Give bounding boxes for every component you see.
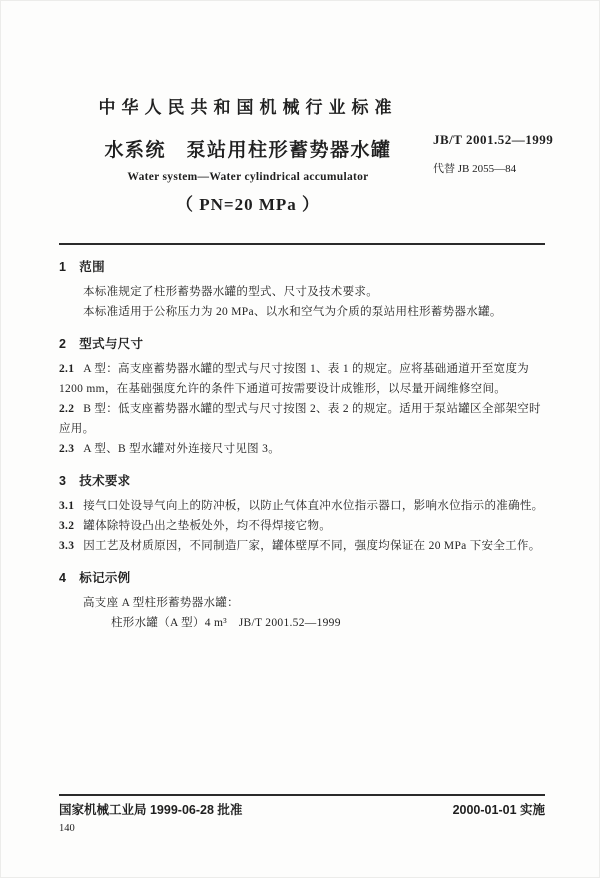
- section-heading: [59, 569, 545, 587]
- section-types-dimensions: [59, 335, 545, 459]
- clause: [59, 496, 545, 516]
- section-marking-example: [59, 569, 545, 633]
- clause-text: A 型：高支座蓄势器水罐的型式与尺寸按图 1、表 1 的规定。应将基础通道开至宽度为 1200 mm，在基础强度允许的条件下通道可按需要设计成锥形，以尽量开阔维修空间。: [59, 363, 530, 395]
- clause: [59, 536, 545, 556]
- clause-number: 2.3: [59, 443, 75, 455]
- footer-divider: [59, 794, 545, 796]
- clause: [59, 399, 545, 439]
- doc-title: 水系统 泵站用柱形蓄势器水罐: [104, 140, 392, 161]
- section-heading: [59, 472, 545, 490]
- footer-row: [59, 803, 545, 818]
- page-number: 140: [59, 823, 75, 834]
- section-scope: [59, 258, 545, 322]
- section-number: 3: [59, 474, 67, 488]
- clause: [59, 439, 545, 459]
- marking-example-line: 柱形水罐（A 型）4 m³ JB/T 2001.52—1999: [111, 617, 341, 629]
- section-title: 型式与尺寸: [79, 337, 144, 351]
- org-title: 中华人民共和国机械行业标准: [98, 98, 398, 117]
- clause-text: B 型：低支座蓄势器水罐的型式与尺寸按图 2、表 2 的规定。适用于泵站罐区全部架空时应用。: [59, 403, 541, 435]
- section-number: 4: [59, 571, 67, 585]
- clause-text: 因工艺及材质原因，不同制造厂家，罐体壁厚不同，强度均保证在 20 MPa 下安全工作。: [83, 540, 541, 552]
- section-title: 范围: [79, 260, 105, 274]
- standard-number: JB/T 2001.52—1999: [433, 132, 554, 147]
- clause-number: 3.3: [59, 540, 75, 552]
- implementation-note: 2000-01-01 实施: [452, 803, 545, 817]
- section-title: 技术要求: [79, 474, 131, 488]
- document-footer: [59, 794, 545, 835]
- paragraph: 本标准适用于公称压力为 20 MPa、以水和空气为介质的泵站用柱形蓄势器水罐。: [83, 306, 502, 318]
- clause-number: 2.1: [59, 363, 75, 375]
- section-technical-requirements: [59, 472, 545, 556]
- clause-text: A 型、B 型水罐对外连接尺寸见图 3。: [83, 443, 280, 455]
- paragraph: 本标准规定了柱形蓄势器水罐的型式、尺寸及技术要求。: [83, 286, 378, 298]
- section-number: 2: [59, 337, 67, 351]
- replaces-note: 代替 JB 2055—84: [433, 163, 517, 175]
- section-title: 标记示例: [79, 571, 131, 585]
- approval-note: 国家机械工业局 1999-06-28 批准: [59, 803, 243, 817]
- clause-number: 3.1: [59, 500, 75, 512]
- document-header: [59, 97, 437, 216]
- paragraph: 高支座 A 型柱形蓄势器水罐：: [83, 597, 239, 609]
- doc-title-english: Water system—Water cylindrical accumulator: [127, 171, 369, 183]
- clause: [59, 359, 545, 399]
- header-divider: [59, 243, 545, 245]
- clause-text: 接气口处设导气向上的防冲板，以防止气体直冲水位指示器口，影响水位指示的准确性。: [83, 500, 544, 512]
- nominal-pressure-note: （ PN=20 MPa ）: [175, 195, 321, 214]
- section-number: 1: [59, 260, 67, 274]
- standard-number-block: [433, 132, 553, 176]
- clause: [59, 516, 545, 536]
- document-body: [59, 258, 545, 633]
- clause-number: 3.2: [59, 520, 75, 532]
- clause-text: 罐体除特设凸出之垫板处外，均不得焊接它物。: [83, 520, 332, 532]
- section-heading: [59, 335, 545, 353]
- clause-number: 2.2: [59, 403, 75, 415]
- section-heading: [59, 258, 545, 276]
